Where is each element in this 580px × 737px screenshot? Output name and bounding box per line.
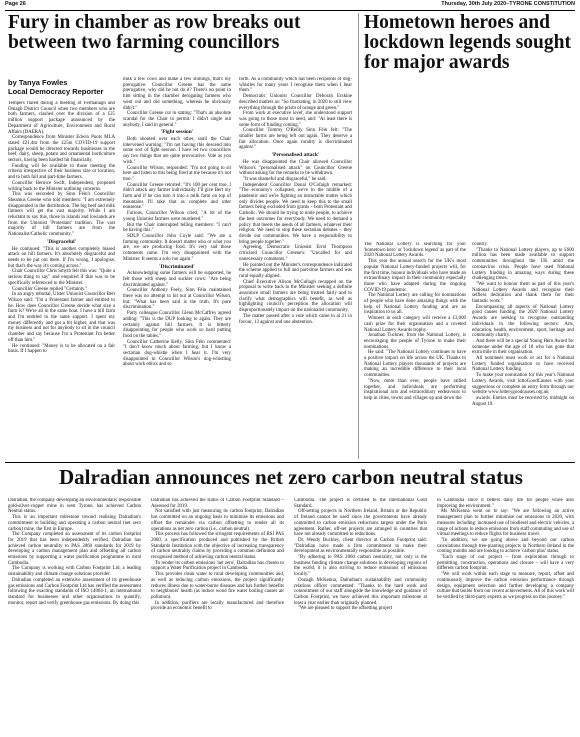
paragraph: "Now, more than ever, people have rallied together, and individuals are performing inspirational acts and extraordinary endeavours to help in cities, towns and villages up and down the <box>364 378 466 401</box>
paragraph: And there will be a special Young Hero Award for someone under the age of 18 who has gone that extra mile in their organisation. <box>472 338 574 356</box>
paragraph: In an angry rebuttal, Ulster Unionist Councillor Bert Wilson said: "I'm a Protestant farmer and entitled to be. How does Councillor Greene decide what size a farm is? We're all in the same boat. I have a hill farm and I'm entitled to the same support. I spent my money differently and got a bit higher, and that was my business and not for anybody to sit in the council chamber and say because I'm a Protestant I'm better off than him." <box>8 292 115 343</box>
paragraph: This provides clean water to rural developing communities and, as well as reducing carbon emissions, the project significantly reduces illness due to water-borne diseases and has further benefits to neighbours' health (as indoor wood fire water boiling causes air pollution). <box>151 572 284 600</box>
paragraph: Encompassing all aspects of National Lottery good causes funding, the 2020 National Lottery Awards are seeking to recognise outstanding individuals in the following sectors: Arts, education, health, environment, sport, heritage and community charity. <box>472 304 574 339</box>
paragraph: Dalradian has achieved the status of Carbon Footprint Standard – Assessed for 2019. <box>151 498 284 509</box>
headline-dalradian: Dalradian announces net zero carbon neutral status <box>59 465 523 489</box>
story3-column-4 <box>437 498 574 734</box>
byline-role: Local Democracy Reporter <box>8 87 104 96</box>
paragraph: Funding will be available to those meeting the criteria irrespective of their business size or location, and to both full and part-time farmers. <box>8 163 115 181</box>
paragraph: From work at executive level, she understood support was going to those most in need, and: "At least there is some form of funding coming." <box>239 111 352 128</box>
paragraph: But the Chair interrupted telling members: "I can't be having this." <box>123 222 231 234</box>
paragraph: Councillor Greene cut in stating: "That's an absolute scandal for the Chair to permit. I didn't single out anybody, I said in general." <box>123 111 231 128</box>
paragraph: Off-setting projects in Northern Ireland, Britain or the Republic of Ireland cannot be used since the governments have already committed to carbon emission reductions targets under the Paris agreement. Rather, off-set projects are arranged in countries that have not already committed to reductions. <box>294 509 427 538</box>
paragraph: Furious, Councillor Wilson cried, "A lot of the young Unionist farmers were murdered." <box>123 211 231 222</box>
column-divider <box>358 13 359 459</box>
headline-farming-row: Fury in chamber as row breaks out between two farming councillors <box>8 12 301 53</box>
paragraph: He was disappointed the Chair allowed Councillor Wilson's "personalised attack" on Councillor Greene without asking for the remarks to be withdrawn. <box>239 159 352 177</box>
paragraph: Not satisfied with just measuring its carbon footprint, Dalradian has committed on an ongoing basis to minimise its emissions and offset the remainder via carbon offsetting to render all its operations as net zero carbon (i.e., carbon neutral). <box>151 509 284 532</box>
paragraph: Dalradian completed an extensive assessment of its greenhouse gas emissions and Carbon Footprint Ltd has verified the assessment following the exacting standards of ISO 14064-1, an international standard for businesses and other organisations to quantify, monitor, report and verify greenhouse gas emissions. By doing this <box>8 577 141 606</box>
paragraph: "We want to honour them as part of this year's National Lottery Awards and recognise their selfless dedication and thank them for their fantastic work." <box>472 281 574 305</box>
paragraph: SDLP Councillor John Coyle said: "We are a farming community. It doesn't matter who or what you are, we are producing food. It's very sad those comments came. I'm very disappointed with the Minister. It seems a solo run again." <box>123 233 231 262</box>
paragraph: Party colleague Councillor Glenn McCaffrey agreed adding: "This is the DUP looking to again. They are certainly against hill farmers. It is bitterly disappointing for people who work so hard putting food on the tables." <box>123 311 231 339</box>
paragraph: Jonathan Tuchner, from the National Lottery, is encouraging the people of Tyrone to make their nominations. <box>364 333 466 350</box>
paragraph: "By adhering to PAS 2060 carbon neutrality, not only is the business funding climate change solutions in developing regions of the world, it is also striving to reduce emissions of emissions locally." <box>294 555 427 578</box>
paragraph: milk a few cows and make a few shillings, that's my prerogative. Councillor Greene has the same prerogative, why did he not do it? There's no point in him sitting in the chamber derogating farmers who went out and did something, whereas he obviously didn't." <box>123 77 231 111</box>
paragraph: Chief Executive Alison McCullagh recapped on the proposal to write back to the Minister seeking a definite assurance small farmers are being treated fairly and to clarify what demographics will benefit, as well as highlighting council's perception the allocation will disproportionately impact on the nationalist community. <box>239 279 352 314</box>
paragraph: Ms McKenna went on to say: "We are following an active management plan to further minimise our emissions in 2020, with measures including: increased use of biodiesel and electric vehicles, a range of actions to reduce emissions from staff commuting and use of virtual meetings to reduce flights for business travel. <box>437 509 574 538</box>
paragraph: Tempers flared during a meeting of Fermanagh and Omagh District Council when two members who are both farmers, clashed over the division of a £25 million support package announced by the Department of Agriculture, Environment and Rural Affairs (DAERA). <box>8 101 115 135</box>
paragraph: Cambodia. The project is certified to the international Gold Standard. <box>294 498 427 509</box>
section-rule <box>5 462 575 463</box>
story1-column-2 <box>123 77 231 456</box>
paragraph: Councillor Greene retorted: "It's 100 per cent true. I didn't attack any farmer individually. I'll give Bert my farm and if he can turn it into a milk farm on top of mountains I'll take that as complete and utter nonsense." <box>123 182 231 211</box>
paragraph: He continued: "Money is to be allocated on a fair basis. If I happen to <box>8 343 115 355</box>
paragraph: To make your nomination for this year's National Lottery Awards, visit lottoGoodCauses with your suggestions or complete an entry form through our website www.lotterygoodcauses.org.uk <box>472 373 574 396</box>
story1-column-1 <box>8 101 115 456</box>
paragraph: In addition, purifiers are locally manufactured and therefore provide an economic benefit to <box>151 600 284 612</box>
paragraph: All nominees must work or act for a National Lottery funded organisation or have received National Lottery funding. <box>472 356 574 373</box>
paragraph: Councillor Anthony Feely, Sinn Féin maintained there was no attempt to hit out at Councillor Wilson, but: "What has been said is the truth. It's pure discrimination." <box>123 288 231 311</box>
paragraph: "Each stage of our project – from exploration through to permitting, construction, operations and closure – will have a very different carbon footprint. <box>437 555 574 572</box>
paragraph: The National Lottery are calling for nominations of people who have done amazing things with the help of National Lottery funding and are an inspiration to us all. <box>364 293 466 316</box>
paragraph: "Thanks to National Lottery players, up to £600 million has been made available to support communities throughout the UK amid the coronavirus crisis. People have used National Lottery funding in amazing ways during these challenging times. <box>472 247 574 282</box>
paragraph: Acknowledging some farmers will be supported, he felt those with sheep and suckler cows: "Are being discriminated against." <box>123 271 231 288</box>
paragraph: This year the annual search for the UK's most popular National Lottery-funded projects will, for the first time, honour individuals who have made an extraordinary impact in their community especially those who have adapted during the ongoing COVID-19 pandemic. <box>364 259 466 293</box>
subhead: 'Disgraceful' <box>46 238 77 245</box>
paragraph: Dr. Wendy Buckley, client director at Carbon Footprint said: "Dalradian have made a firm commitment to make their development as environmentally responsible as possible. <box>294 537 427 555</box>
paragraph: Dalradian, the company developing an environmentally responsible gold-silver-copper mine in west Tyrone, has achieved Carbon Neutral status. <box>8 498 141 515</box>
story2-column-2 <box>472 242 574 456</box>
top-rule <box>5 10 575 11</box>
story2-column-1 <box>364 242 466 456</box>
paragraph: Both shouted over each other, until the Chair intervened warning: "I'm not having this descend into some sort of fight session. I have let two councillors say two things that are quite provocative. Vote as you wish." <box>123 137 231 165</box>
paragraph: The matter passed after a vote which came in at 21 in favour, 13 against and one abstention. <box>239 313 352 325</box>
date-line: Thursday, 30th July 2020–TYRONE CONSTITUTION <box>441 1 575 7</box>
paragraph: This was seconded by Sinn Féin's Councillor Sheamus Greene who told members: "I am extremely disappointed in the distribution. The big beef and milk farmers will get the vast majority. While I am reluctant to say this, those in islands and lowlands are from the Unionist 'Protestant' tradition. The vast majority of hill farmers are from the Nationalist/Catholic community." <box>8 192 115 238</box>
paragraph: Winners in each category will receive a £3,000 cash prize for their organisation and a coveted National Lottery Awards trophy. <box>364 316 466 333</box>
subhead: 'Personalised attack' <box>271 152 320 159</box>
paragraph: Correspondence from Minister Edwin Poots MLA stated £21.4m from the £25m COVID-19 support package would be directed towards businesses in the beef, dairy, sheep, potato and ornamental horticulture sectors, having been hardest hit financially. <box>8 135 115 164</box>
paragraph: The National Lottery is searching for your 'hometown hero' or 'lockdown legend' as part of the 2020 National Lottery Awards. <box>364 242 466 259</box>
paragraph: Councillor Bernice Swift, Independent, proposed writing back to the Minister outlining concerns. <box>8 180 115 192</box>
story1-column-3 <box>239 77 352 456</box>
paragraph: Oonagh McKenna, Dalradian's sustainability and community relations officer commented: "Thanks to the hard work and commitment of our staff alongside the knowledge and guidance of Carbon Footprint, we have achieved this important milestone at least a year earlier than originally planned. <box>294 577 427 606</box>
paragraph: Councillor Tommy O'Reilly Sinn Féin felt: "The smaller farms are being left out again. They deserve a fair allocation. Once again rurality is discriminated against." <box>239 128 352 151</box>
paragraph: He continued: "This is another completely biased attack on hill farmers. It's absolutely disgraceful and needs to be put out there. If I'm wrong, I apologise, but that's the way it's coming across." <box>8 246 115 269</box>
byline-name: by Tanya Fowles <box>8 78 68 87</box>
paragraph: Chair Councillor Chris Smyth felt this was: "Quite a serious thing to say" and enquired if that was to be specifically referenced to the Minister. <box>8 269 115 286</box>
story3-column-1 <box>8 498 141 734</box>
byline <box>8 78 118 96</box>
page-folio <box>5 0 575 10</box>
paragraph: Councillor Catherine Kelly, Sinn Féin commented: "I don't know much about farming, but I know a sectarian dog-whistle when I hear it. I'm very disappointed in Councillor Wilson's dog-whistling about work ethics and so <box>123 339 231 368</box>
paragraph: in Cambodia since it betters daily life for people while also improving the environment." <box>437 498 574 509</box>
story3-column-2 <box>151 498 284 734</box>
paragraph: This process has followed the stringent requirements of BSI PAS 2060, a specification produced and published by the British Standards Institution with the objective of increasing transparency of carbon neutrality claims by providing a common definition and recognised method of achieving carbon neutral status. <box>151 532 284 561</box>
subhead: 'Fight session' <box>160 129 194 136</box>
headline-lottery-awards: Hometown heroes and lockdown legends sought for major awards <box>364 12 571 73</box>
paragraph: He pointed out the Minister's correspondence indicated the scheme applied to full and part-time farmers and was rural equally aligned. <box>239 262 352 279</box>
paragraph: Councillor Wilson, responded: "I'm not going to sit here and listen to this being fired at me because it's not true." <box>123 165 231 182</box>
paragraph: awards. Entries must be received by midnight on August 19. <box>472 395 574 407</box>
subhead: 'Discriminated' <box>159 263 195 270</box>
paragraph: To render its carbon emissions 'net zero', Dalradian has chosen to support a Water Purification project in Cambodia. <box>151 560 284 572</box>
paragraph: "It was shameful and disgraceful," he said. <box>243 176 327 182</box>
paragraph: country. <box>472 242 488 247</box>
paragraph: The Company completed an assessment of its carbon footprint for 2019 that has been independently verified. Dalradian has achieved carbon neutrality to PAS 2060 standards for 2019 by developing a carbon management plan and offsetting all carbon emissions by supporting a water purification programme in rural Cambodia. <box>8 532 141 566</box>
page-number: Page 26 <box>5 1 26 7</box>
paragraph: Independent Councillor Donal O'Cofaigh remarked: "The economy's collapsed, we're in the middle of a pandemic and we're fighting an intractable matter which only divides people. We need to keep this to the small farmers being excluded from grants – both Protestant and Catholic. We should be trying to unite people, to achieve the best outcomes for everybody. We need to demand a policy that meets the needs of all farmers, whatever their religion. We need to stop these sectarian debates – they divide our communities. We have a responsibility to bring people together." <box>239 182 352 245</box>
paragraph: Democratic Unionist Councillor Deborah Erskine described matters as: "So frustrating, in 2020 to still view everything through the prism of orange and green." <box>239 94 352 111</box>
paragraph: "We are pleased to support the offsetting project <box>298 606 393 612</box>
paragraph: Councillor Greene replied "Certainly." <box>12 286 88 292</box>
paragraph: He said: "The National Lottery continues to have a positive impact on life across the UK. Thanks to National Lottery players thousands of projects are making an incredible difference to their local communities. <box>364 350 466 379</box>
paragraph: "We will work within each stage to measure, report, offset and continuously improve the carbon emission performance through design, equipment selection and further developing a company culture that builds from our recent achievements. All of this work will be verified by third-party experts as we progress on this journey." <box>437 572 574 600</box>
paragraph: "In addition, we are going above and beyond our carbon calculations through tree-planting projects in Northern Ireland in the coming months and are looking to achieve 'carbon plus' status. <box>437 537 574 555</box>
paragraph: forth. As a community which has been recipients of dog-whistles for many years I recognise them when I hear them." <box>239 77 352 94</box>
paragraph: The Company is working with Carbon Footprint Ltd, a leading sustainability and climate change solutions provider. <box>8 566 141 578</box>
story3-column-3 <box>294 498 427 734</box>
paragraph: Agreeing, Democratic Unionist Errol Thompson criticised Councillor Greene's: "Uncalled for and unnecessary comments." <box>239 245 352 262</box>
paragraph: This is an important milestone toward realising Dalradian's commitment to building and operating a carbon neutral (net zero carbon) mine, the first in Europe. <box>8 515 141 532</box>
